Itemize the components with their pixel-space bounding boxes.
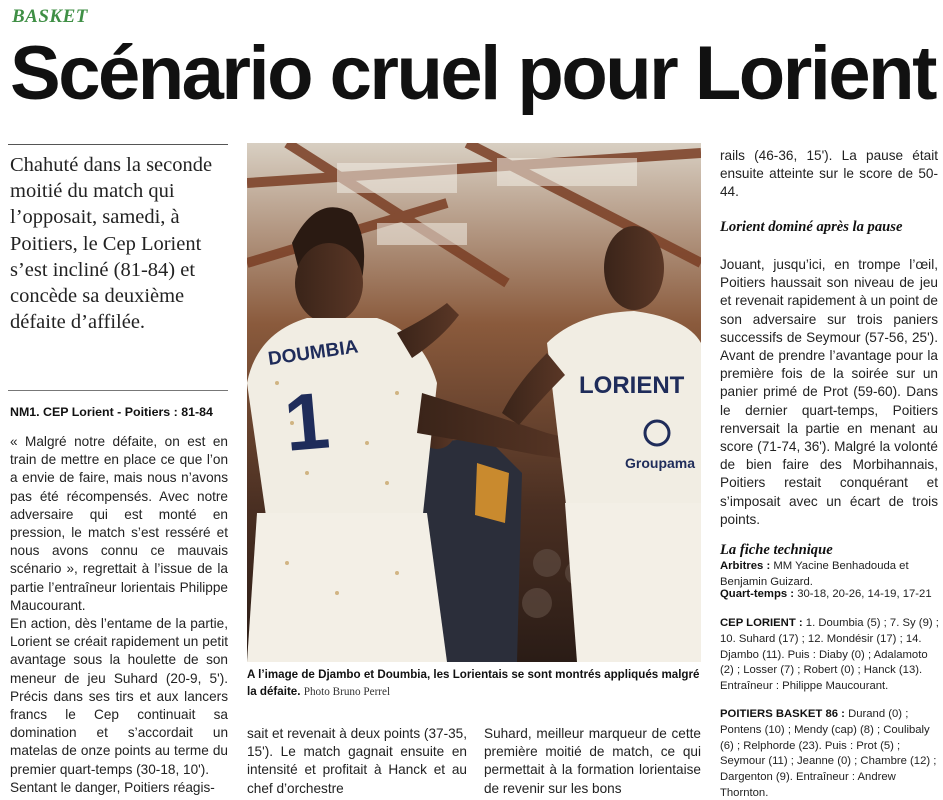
- photo-caption: [247, 667, 703, 700]
- jersey-team: LORIENT: [579, 372, 685, 399]
- jersey-sponsor: Groupama: [625, 455, 696, 471]
- fiche-label: Arbitres :: [720, 560, 771, 572]
- article-column-4b: Jouant, jusqu’ici, en trompe l’œil, Poitiers haussait son niveau de jeu et revenait rapidement à un point de son adversaire sur trois paniers successifs de Seymour (57-56, 25'). Avant de prendre l’avantage pour la première fois de la soirée sur un panier primé de Prot (59-60). Dans le dernier quart-temps, Poitiers renversait la partie en menant au score (71-74, 36'). Malgré la volonté de bien faire des Morbihannais, Poitiers restait conquérant et s’imposait avec un écart de trois points.: [720, 257, 938, 527]
- fiche-quart-temps: [720, 587, 940, 603]
- fiche-cep-lorient: [720, 616, 940, 695]
- fiche-arbitres: [720, 559, 940, 591]
- fiche-value: 30-18, 20-26, 14-19, 17-21: [797, 588, 932, 600]
- paragraph: En action, dès l’entame de la partie, Lorient se créait rapidement un petit avantage sous la houlette de son meneur de jeu Suhard (20-9, 5'). Précis dans ses tirs et aux lancers francs le Cep continuait sa domination et s’accordait un matelas de onze points au terme du premier quart-temps (30-18, 10').: [10, 616, 228, 777]
- article-photo: [247, 143, 701, 662]
- divider-mid: [8, 390, 228, 391]
- lead-paragraph: Chahuté dans la seconde moitié du match qui l’opposait, samedi, à Poitiers, le Cep Lorient s’est incliné (81-84) et concède sa deuxième défaite d’affilée.: [10, 154, 213, 334]
- fiche-label: POITIERS BASKET 86 :: [720, 708, 845, 720]
- caption-text: A l’image de Djambo et Doumbia, les Lorientais se sont montrés appliqués malgré la défaite.: [247, 668, 700, 698]
- fiche-label: Quart-temps :: [720, 588, 795, 600]
- jersey-name: DOUMBIA: [266, 336, 360, 370]
- article-column-1: [10, 433, 228, 797]
- subheading-2: La fiche technique: [720, 542, 833, 558]
- fiche-value: Durand (0) ; Pontens (10) ; Mendy (cap) (8) ; Coulibaly (6) ; Relphorde (23). Puis : Prot (5) ; Seymour (11) ; Jeanne (0) ; Chambre (12) ; Dargenton (9). Entraîneur : Andrew Thornton.: [720, 708, 937, 799]
- fiche-value: MM Yacine Benhadouda et Benjamin Guizard.: [720, 560, 909, 588]
- article-column-3: Suhard, meilleur marqueur de cette première moitié de match, ce qui permettait à la formation lorientaise de revenir sur les bons: [484, 726, 701, 796]
- article-column-4: rails (46-36, 15'). La pause était ensuite atteinte sur le score de 50-44.: [720, 148, 938, 200]
- section-kicker: BASKET: [12, 6, 88, 27]
- paragraph: Sentant le danger, Poitiers réagis-: [10, 779, 215, 795]
- jersey-number: 1: [280, 375, 333, 468]
- subheading-1: Lorient dominé après la pause: [720, 219, 903, 235]
- headline: Scénario cruel pour Lorient: [10, 31, 935, 116]
- fiche-poitiers: [720, 707, 940, 800]
- fiche-value: 1. Doumbia (5) ; 7. Sy (9) ; 10. Suhard (17) ; 12. Mondésir (17) ; 14. Djambo (11). Puis : Diaby (0) ; Adalamoto (2) ; Losser (7) ; Robert (0) ; Hanck (13). Entraîneur : Philippe Maucourant.: [720, 617, 939, 693]
- divider-top: [8, 144, 228, 145]
- photo-credit: Photo Bruno Perrel: [303, 685, 391, 698]
- score-line: NM1. CEP Lorient - Poitiers : 81-84: [10, 405, 213, 419]
- article-column-2: sait et revenait à deux points (37-35, 15'). Le match gagnait ensuite en intensité et profitait à Hanck et au chef d’orchestre: [247, 726, 467, 796]
- fiche-label: CEP LORIENT :: [720, 617, 803, 629]
- paragraph: « Malgré notre défaite, on est en train de mettre en place ce que l’on a envie de faire, mais nous n’avons pas été récompensés. Avec notre adversaire qui est monté en pression, le match s’est resséré et nous avons connu ce mauvais scénario », regrettait à l’issue de la partie l’entraîneur lorientais Philippe Maucourant.: [10, 434, 228, 613]
